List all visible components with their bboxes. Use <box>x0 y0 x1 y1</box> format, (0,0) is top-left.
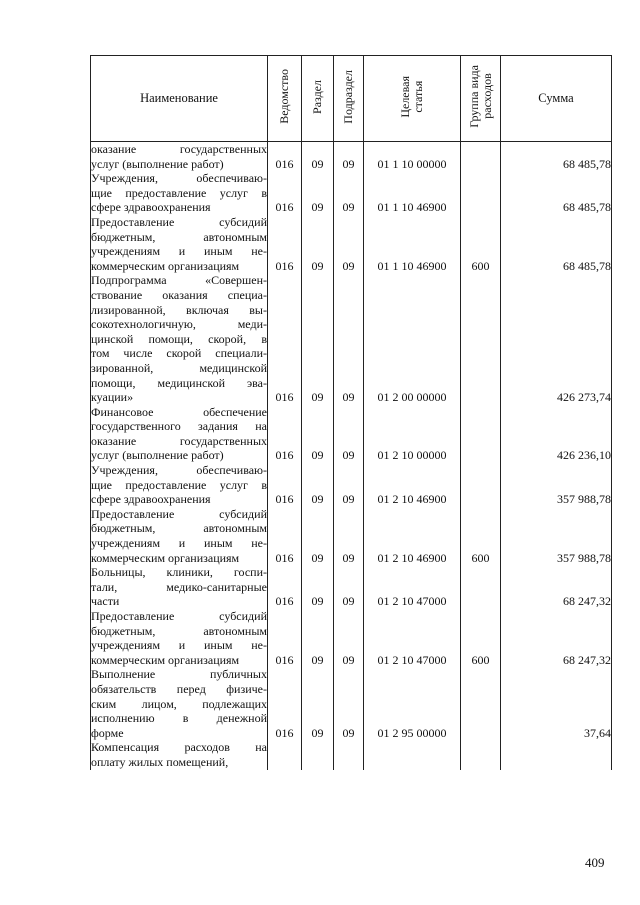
row-name-line: части <box>91 594 120 609</box>
row-target: 01 2 10 47000 <box>364 565 461 609</box>
row-name <box>91 507 268 565</box>
row-podrazdel: 09 <box>334 142 364 172</box>
row-podrazdel: 09 <box>334 667 364 740</box>
row-name <box>91 405 268 463</box>
row-name-line: зированной, медицинской <box>91 360 267 375</box>
row-target: 01 1 10 46900 <box>364 171 461 215</box>
row-target: 01 2 10 46900 <box>364 463 461 507</box>
row-name <box>91 463 268 507</box>
row-group <box>461 565 501 609</box>
row-name-line: бюджетным, автономным <box>91 229 267 244</box>
page-number: 409 <box>585 855 605 870</box>
header-razdel: Раздел <box>302 56 334 142</box>
row-podrazdel: 09 <box>334 565 364 609</box>
row-name-line: Подпрограмма «Совершен- <box>91 273 267 288</box>
row-name-line: коммерческим организациям <box>91 550 240 565</box>
row-name-line: коммерческим организациям <box>91 258 240 273</box>
row-razdel <box>302 740 334 769</box>
row-name-line: государственного задания на <box>91 419 267 434</box>
row-name-line: Компенсация расходов на <box>91 740 267 755</box>
table-header-row <box>91 56 612 142</box>
row-vedomstvo: 016 <box>268 273 302 404</box>
table-row <box>91 273 612 404</box>
row-group: 600 <box>461 609 501 667</box>
row-target: 01 2 10 46900 <box>364 507 461 565</box>
row-vedomstvo: 016 <box>268 171 302 215</box>
row-vedomstvo: 016 <box>268 142 302 172</box>
row-group <box>461 463 501 507</box>
row-group <box>461 273 501 404</box>
row-razdel: 09 <box>302 609 334 667</box>
row-sum: 68 485,78 <box>501 142 612 172</box>
row-name <box>91 142 268 172</box>
header-vedomstvo: Ведомство <box>268 56 302 142</box>
row-target: 01 2 00 00000 <box>364 273 461 404</box>
row-podrazdel: 09 <box>334 273 364 404</box>
row-podrazdel: 09 <box>334 171 364 215</box>
row-vedomstvo: 016 <box>268 405 302 463</box>
row-name-line: сфере здравоохранения <box>91 492 211 507</box>
row-name-line: обязательств перед физиче- <box>91 681 267 696</box>
row-target: 01 1 10 46900 <box>364 215 461 273</box>
row-name-line: ским лицом, подлежащих <box>91 696 267 711</box>
row-sum: 357 988,78 <box>501 463 612 507</box>
row-vedomstvo <box>268 740 302 769</box>
row-podrazdel: 09 <box>334 405 364 463</box>
row-vedomstvo: 016 <box>268 507 302 565</box>
row-podrazdel: 09 <box>334 609 364 667</box>
row-name-line: Учреждения, обеспечиваю- <box>91 463 267 478</box>
row-name-line: сокотехнологичную, меди- <box>91 317 267 332</box>
table-row <box>91 215 612 273</box>
row-name <box>91 273 268 404</box>
row-target: 01 2 95 00000 <box>364 667 461 740</box>
row-podrazdel: 09 <box>334 463 364 507</box>
row-razdel: 09 <box>302 565 334 609</box>
header-target-article: Целевая статья <box>364 56 461 142</box>
row-target <box>364 740 461 769</box>
budget-table <box>90 55 612 770</box>
row-name-line: Предоставление субсидий <box>91 506 267 521</box>
table-row <box>91 667 612 740</box>
row-name-line: том числе скорой специали- <box>91 346 267 361</box>
row-razdel: 09 <box>302 667 334 740</box>
row-name-line: учреждениям и иным не- <box>91 638 267 653</box>
row-group: 600 <box>461 215 501 273</box>
row-name-line: услуг (выполнение работ) <box>91 448 224 463</box>
row-name <box>91 215 268 273</box>
row-name-line: куации» <box>91 390 134 405</box>
row-sum <box>501 740 612 769</box>
row-name-line: сфере здравоохранения <box>91 200 211 215</box>
row-name-line: оказание государственных <box>91 433 267 448</box>
row-name <box>91 565 268 609</box>
row-name-line: оказание государственных <box>91 142 267 156</box>
row-name-line: помощи, медицинской эва- <box>91 375 267 390</box>
row-name-line: ствование оказания специа- <box>91 287 267 302</box>
table-body <box>91 142 612 770</box>
row-razdel: 09 <box>302 463 334 507</box>
row-group <box>461 142 501 172</box>
header-podrazdel: Подраздел <box>334 56 364 142</box>
row-name-line: бюджетным, автономным <box>91 521 267 536</box>
row-target: 01 2 10 47000 <box>364 609 461 667</box>
row-name-line: бюджетным, автономным <box>91 623 267 638</box>
row-target: 01 2 10 00000 <box>364 405 461 463</box>
row-name <box>91 171 268 215</box>
row-name-line: оплату жилых помещений, <box>91 754 229 769</box>
row-name-line: цинской помощи, скорой, в <box>91 331 267 346</box>
row-name-line: Финансовое обеспечение <box>91 404 267 419</box>
row-vedomstvo: 016 <box>268 609 302 667</box>
row-name-line: лизированной, включая вы- <box>91 302 267 317</box>
row-razdel: 09 <box>302 142 334 172</box>
row-razdel: 09 <box>302 171 334 215</box>
row-sum: 426 236,10 <box>501 405 612 463</box>
row-group <box>461 171 501 215</box>
row-sum: 68 247,32 <box>501 609 612 667</box>
row-name-line: форме <box>91 725 124 740</box>
row-podrazdel: 09 <box>334 215 364 273</box>
row-name-line: Учреждения, обеспечиваю- <box>91 171 267 186</box>
row-name-line: Больницы, клиники, госпи- <box>91 565 267 580</box>
row-group <box>461 405 501 463</box>
row-razdel: 09 <box>302 507 334 565</box>
table-row <box>91 142 612 172</box>
row-vedomstvo: 016 <box>268 215 302 273</box>
row-razdel: 09 <box>302 273 334 404</box>
row-sum: 37,64 <box>501 667 612 740</box>
row-sum: 68 485,78 <box>501 215 612 273</box>
row-podrazdel <box>334 740 364 769</box>
row-vedomstvo: 016 <box>268 565 302 609</box>
row-sum: 426 273,74 <box>501 273 612 404</box>
row-name-line: Предоставление субсидий <box>91 609 267 623</box>
row-name-line: Выполнение публичных <box>91 667 267 682</box>
row-name-line: учреждениям и иным не- <box>91 536 267 551</box>
row-name <box>91 740 268 769</box>
row-name-line: исполнению в денежной <box>91 711 267 726</box>
row-name <box>91 609 268 667</box>
table-row <box>91 609 612 667</box>
row-vedomstvo: 016 <box>268 463 302 507</box>
header-expense-group: Группа вида расходов <box>461 56 501 142</box>
table-row <box>91 405 612 463</box>
row-podrazdel: 09 <box>334 507 364 565</box>
row-name-line: щие предоставление услуг в <box>91 477 267 492</box>
row-razdel: 09 <box>302 215 334 273</box>
row-group <box>461 740 501 769</box>
row-razdel: 09 <box>302 405 334 463</box>
row-name-line: Предоставление субсидий <box>91 214 267 229</box>
row-sum: 68 485,78 <box>501 171 612 215</box>
row-name-line: учреждениям и иным не- <box>91 244 267 259</box>
table-row <box>91 507 612 565</box>
table-row <box>91 171 612 215</box>
header-name: Наименование <box>91 56 268 142</box>
row-name <box>91 667 268 740</box>
row-group: 600 <box>461 507 501 565</box>
row-target: 01 1 10 00000 <box>364 142 461 172</box>
row-name-line: щие предоставление услуг в <box>91 185 267 200</box>
row-sum: 357 988,78 <box>501 507 612 565</box>
table-row <box>91 740 612 769</box>
table-row <box>91 463 612 507</box>
row-name-line: тали, медико-санитарные <box>91 579 267 594</box>
row-vedomstvo: 016 <box>268 667 302 740</box>
row-group <box>461 667 501 740</box>
row-name-line: услуг (выполнение работ) <box>91 156 224 171</box>
header-sum: Сумма <box>501 56 612 142</box>
table-row <box>91 565 612 609</box>
row-name-line: коммерческим организациям <box>91 652 240 667</box>
row-sum: 68 247,32 <box>501 565 612 609</box>
